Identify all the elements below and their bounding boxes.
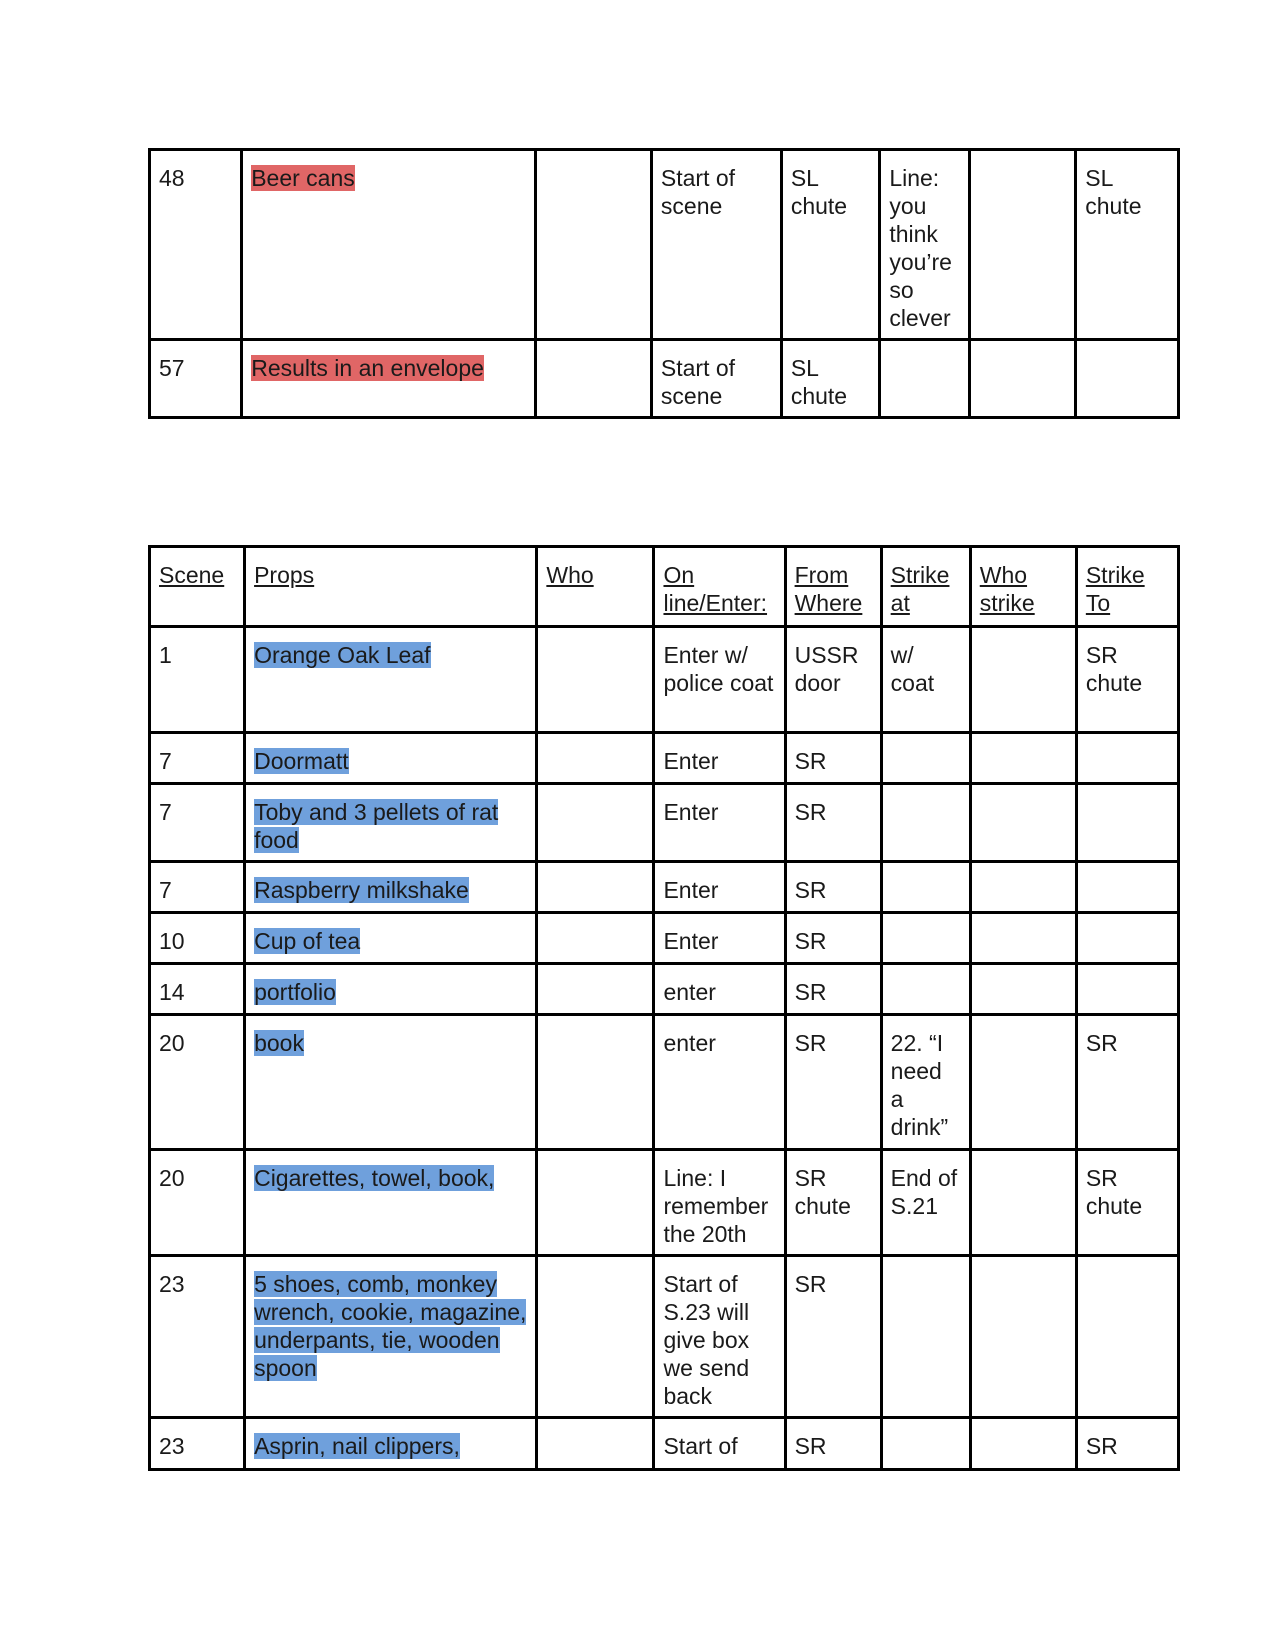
who-cell [537, 733, 654, 784]
strike-to-cell [1076, 733, 1178, 784]
from-where-cell: SR [785, 913, 881, 964]
scene-cell: 23 [150, 1256, 245, 1418]
strike-at-cell: w/ coat [881, 627, 970, 733]
who-cell [537, 964, 654, 1015]
props-cell [245, 964, 537, 1015]
who-strike-cell [970, 733, 1076, 784]
strike-to-cell [1076, 784, 1178, 862]
scene-cell: 20 [150, 1015, 245, 1150]
on-line-cell: Line: I remember the 20th [654, 1150, 785, 1256]
table-row [150, 1150, 1179, 1256]
prop-highlight: 5 shoes, comb, monkey wrench, cookie, magazine, underpants, tie, wooden spoon [254, 1271, 527, 1381]
who-cell [537, 627, 654, 733]
prop-highlight: portfolio [254, 979, 336, 1005]
strike-to-cell: SR [1076, 1418, 1178, 1470]
who-strike-cell [970, 150, 1076, 340]
props-cell [245, 1150, 537, 1256]
props-cell [245, 913, 537, 964]
from-where-cell: SR [785, 1418, 881, 1470]
who-strike-cell [970, 1418, 1076, 1470]
prop-highlight: Asprin, nail clippers, [254, 1433, 460, 1459]
strike-to-cell [1076, 913, 1178, 964]
from-where-cell: SR [785, 1256, 881, 1418]
who-cell [537, 784, 654, 862]
scene-cell: 7 [150, 733, 245, 784]
prop-highlight: book [254, 1030, 304, 1056]
scene-cell: 57 [150, 340, 242, 418]
who-strike-cell [970, 1150, 1076, 1256]
who-strike-cell [970, 340, 1076, 418]
props-table-main [148, 545, 1180, 1471]
on-line-cell: Enter [654, 913, 785, 964]
from-where-cell: SR [785, 1015, 881, 1150]
from-where-cell: SL chute [781, 340, 879, 418]
who-strike-cell [970, 862, 1076, 913]
prop-highlight: Cup of tea [254, 928, 361, 954]
from-where-cell: SR [785, 964, 881, 1015]
who-strike-cell [970, 913, 1076, 964]
from-where-cell: USSR door [785, 627, 881, 733]
strike-at-cell [881, 862, 970, 913]
on-line-cell: Enter [654, 862, 785, 913]
props-cell [245, 784, 537, 862]
header-from-where: From Where [785, 547, 881, 627]
strike-at-cell [881, 1256, 970, 1418]
on-line-cell: Enter w/ police coat [654, 627, 785, 733]
on-line-cell: enter [654, 1015, 785, 1150]
who-strike-cell [970, 627, 1076, 733]
table-row [150, 784, 1179, 862]
strike-at-cell: Line: you think you’re so clever [880, 150, 970, 340]
table-row [150, 913, 1179, 964]
table-row [150, 1015, 1179, 1150]
on-line-cell: enter [654, 964, 785, 1015]
header-on-line: On line/Enter: [654, 547, 785, 627]
header-row [150, 547, 1179, 627]
from-where-cell: SR [785, 784, 881, 862]
scene-cell: 14 [150, 964, 245, 1015]
strike-to-cell: SL chute [1076, 150, 1179, 340]
props-cell [245, 1015, 537, 1150]
props-cell [242, 340, 535, 418]
scene-cell: 10 [150, 913, 245, 964]
from-where-cell: SR [785, 733, 881, 784]
table-row [150, 340, 1179, 418]
props-cell [245, 627, 537, 733]
header-who-strike: Who strike [970, 547, 1076, 627]
strike-at-cell [881, 964, 970, 1015]
prop-highlight: Doormatt [254, 748, 349, 774]
table-row [150, 733, 1179, 784]
table-row [150, 627, 1179, 733]
prop-highlight: Orange Oak Leaf [254, 642, 431, 668]
props-cell [245, 733, 537, 784]
who-cell [537, 913, 654, 964]
prop-highlight: Results in an envelope [251, 355, 484, 381]
scene-cell: 23 [150, 1418, 245, 1470]
from-where-cell: SR [785, 862, 881, 913]
on-line-cell: Start of scene [651, 340, 781, 418]
strike-at-cell [881, 784, 970, 862]
who-strike-cell [970, 1256, 1076, 1418]
strike-to-cell: SR [1076, 1015, 1178, 1150]
strike-at-cell [880, 340, 970, 418]
who-cell [537, 1015, 654, 1150]
prop-highlight: Beer cans [251, 165, 355, 191]
scene-cell: 48 [150, 150, 242, 340]
who-strike-cell [970, 784, 1076, 862]
strike-to-cell: SR chute [1076, 1150, 1178, 1256]
strike-at-cell [881, 733, 970, 784]
strike-at-cell [881, 1418, 970, 1470]
prop-highlight: Cigarettes, towel, book, [254, 1165, 495, 1191]
strike-to-cell [1076, 964, 1178, 1015]
header-strike-to: Strike To [1076, 547, 1178, 627]
who-cell [537, 1150, 654, 1256]
from-where-cell: SL chute [781, 150, 879, 340]
who-cell [537, 1418, 654, 1470]
prop-highlight: Toby and 3 pellets of rat food [254, 799, 499, 853]
strike-to-cell [1076, 1256, 1178, 1418]
header-props: Props [245, 547, 537, 627]
strike-to-cell [1076, 340, 1179, 418]
header-who: Who [537, 547, 654, 627]
strike-to-cell: SR chute [1076, 627, 1178, 733]
strike-at-cell [881, 913, 970, 964]
table-row [150, 1418, 1179, 1470]
props-cell [245, 1256, 537, 1418]
scene-cell: 7 [150, 784, 245, 862]
who-cell [537, 862, 654, 913]
who-cell [535, 340, 651, 418]
on-line-cell: Enter [654, 733, 785, 784]
props-cell [245, 862, 537, 913]
who-strike-cell [970, 964, 1076, 1015]
props-cell [245, 1418, 537, 1470]
scene-cell: 1 [150, 627, 245, 733]
props-cell [242, 150, 535, 340]
table-row [150, 964, 1179, 1015]
prop-highlight: Raspberry milkshake [254, 877, 469, 903]
props-table-top [148, 148, 1180, 419]
who-cell [535, 150, 651, 340]
on-line-cell: Start of scene [651, 150, 781, 340]
strike-at-cell: End of S.21 [881, 1150, 970, 1256]
header-scene: Scene [150, 547, 245, 627]
table-row [150, 862, 1179, 913]
who-strike-cell [970, 1015, 1076, 1150]
on-line-cell: Enter [654, 784, 785, 862]
header-strike-at: Strike at [881, 547, 970, 627]
on-line-cell: Start of S.23 will give box we send back [654, 1256, 785, 1418]
on-line-cell: Start of [654, 1418, 785, 1470]
from-where-cell: SR chute [785, 1150, 881, 1256]
table-row [150, 1256, 1179, 1418]
scene-cell: 7 [150, 862, 245, 913]
scene-cell: 20 [150, 1150, 245, 1256]
strike-to-cell [1076, 862, 1178, 913]
table-row [150, 150, 1179, 340]
strike-at-cell: 22. “I need a drink” [881, 1015, 970, 1150]
who-cell [537, 1256, 654, 1418]
